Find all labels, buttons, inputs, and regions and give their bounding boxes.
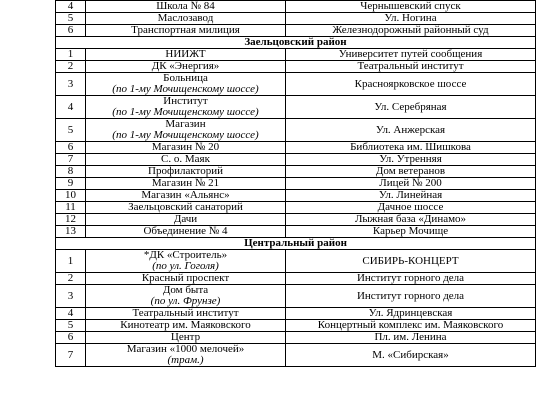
stop-to: Театральный институт (286, 61, 536, 73)
stop-to: Лыжная база «Динамо» (286, 214, 536, 226)
stop-from: Транспортная милиция (131, 24, 240, 36)
table-row (56, 154, 536, 166)
stop-from-cell (86, 214, 286, 226)
stop-from-cell (86, 25, 286, 37)
row-number: 7 (56, 344, 86, 367)
section-header-row (56, 37, 536, 49)
row-number: 3 (56, 73, 86, 96)
stop-from: Магазин «Альянс» (141, 189, 230, 201)
stop-from: Институт (163, 95, 208, 107)
section-title: Центральный район (56, 238, 536, 250)
table-row (56, 25, 536, 37)
table-row (56, 13, 536, 25)
stop-from-cell (86, 13, 286, 25)
stop-to: Институт горного дела (286, 285, 536, 308)
section-title: Заельцовский район (56, 37, 536, 49)
stop-from-cell (86, 320, 286, 332)
stop-from: НИИЖТ (165, 48, 206, 60)
stops-table (55, 0, 536, 367)
row-number: 6 (56, 332, 86, 344)
row-number: 4 (56, 308, 86, 320)
route-note: (по 1-му Мочищенскому шоссе) (112, 106, 259, 118)
stop-from-cell (86, 285, 286, 308)
row-number: 4 (56, 1, 86, 13)
stop-to: Пл. им. Ленина (286, 332, 536, 344)
stop-to: Концертный комплекс им. Маяковского (286, 320, 536, 332)
table-row (56, 250, 536, 273)
table-row (56, 49, 536, 61)
stop-to: Библиотека им. Шишкова (286, 142, 536, 154)
row-number: 8 (56, 166, 86, 178)
stop-to: Ул. Анжерская (286, 119, 536, 142)
row-number: 6 (56, 25, 86, 37)
row-number: 7 (56, 154, 86, 166)
stop-to: Лицей № 200 (286, 178, 536, 190)
stop-from: Профилакторий (148, 165, 223, 177)
stop-from-cell (86, 119, 286, 142)
stop-to: СИБИРЬ-КОНЦЕРТ (286, 250, 536, 273)
stop-from-cell (86, 250, 286, 273)
stop-from-cell (86, 49, 286, 61)
stop-to: Институт горного дела (286, 273, 536, 285)
row-number: 5 (56, 13, 86, 25)
row-number: 1 (56, 250, 86, 273)
stop-from-cell (86, 1, 286, 13)
table-row (56, 178, 536, 190)
route-note: (трам.) (167, 354, 204, 366)
stop-to: Ул. Линейная (286, 190, 536, 202)
stop-from-cell (86, 154, 286, 166)
stop-from-cell (86, 190, 286, 202)
stop-from-cell (86, 73, 286, 96)
table-row (56, 344, 536, 367)
row-number: 11 (56, 202, 86, 214)
route-note: (по 1-му Мочищенскому шоссе) (112, 83, 259, 95)
stop-from: Маслозавод (157, 12, 214, 24)
stop-from: Театральный институт (132, 307, 239, 319)
stop-from-cell (86, 226, 286, 238)
table-row (56, 320, 536, 332)
row-number: 5 (56, 320, 86, 332)
row-number: 13 (56, 226, 86, 238)
stop-from: Кинотеатр им. Маяковского (120, 319, 251, 331)
stop-from: Заельцовский санаторий (128, 201, 243, 213)
row-number: 6 (56, 142, 86, 154)
row-number: 3 (56, 285, 86, 308)
stop-to: Ул. Ядринцевская (286, 308, 536, 320)
route-note: (по ул. Гоголя) (152, 260, 219, 272)
stop-to: Чернышевский спуск (286, 1, 536, 13)
stop-from: Красный проспект (141, 272, 230, 284)
stop-from: Дом быта (162, 284, 209, 296)
stop-from: Дачи (173, 213, 198, 225)
stop-from-cell (86, 61, 286, 73)
stop-from: Центр (170, 331, 201, 343)
stop-from-cell (86, 142, 286, 154)
stop-from: Магазин «1000 мелочей» (126, 343, 245, 355)
row-number: 2 (56, 61, 86, 73)
table-row (56, 166, 536, 178)
table-row (56, 73, 536, 96)
stop-from-cell (86, 178, 286, 190)
table-row (56, 332, 536, 344)
row-number: 12 (56, 214, 86, 226)
table-row (56, 1, 536, 13)
document-page (55, 0, 535, 367)
row-number: 1 (56, 49, 86, 61)
table-row (56, 285, 536, 308)
row-number: 2 (56, 273, 86, 285)
stop-from-cell (86, 166, 286, 178)
table-row (56, 61, 536, 73)
stop-from: С. о. Маяк (161, 153, 210, 165)
table-row (56, 226, 536, 238)
table-row (56, 96, 536, 119)
table-row (56, 202, 536, 214)
row-number: 5 (56, 119, 86, 142)
stop-to: Дачное шоссе (286, 202, 536, 214)
row-number: 10 (56, 190, 86, 202)
table-row (56, 308, 536, 320)
stop-from: Объединение № 4 (143, 225, 228, 237)
stop-from-cell (86, 332, 286, 344)
stop-to: Железнодорожный районный суд (286, 25, 536, 37)
stop-to: Карьер Мочище (286, 226, 536, 238)
stop-from-cell (86, 273, 286, 285)
section-header-row (56, 238, 536, 250)
stop-to: Университет путей сообщения (286, 49, 536, 61)
stop-to: Ул. Утренняя (286, 154, 536, 166)
stop-to: Дом ветеранов (286, 166, 536, 178)
stop-from-cell (86, 308, 286, 320)
row-number: 4 (56, 96, 86, 119)
table-row (56, 190, 536, 202)
route-note: (по ул. Фрунзе) (150, 295, 221, 307)
stop-from: Магазин (165, 118, 206, 130)
stop-to: Ул. Ногина (286, 13, 536, 25)
stop-from: Больница (163, 72, 208, 84)
table-row (56, 142, 536, 154)
stop-to: Ул. Серебряная (286, 96, 536, 119)
stop-from-cell (86, 202, 286, 214)
stop-from-cell (86, 344, 286, 367)
table-row (56, 273, 536, 285)
stop-to: М. «Сибирская» (286, 344, 536, 367)
stop-from: Магазин № 20 (151, 141, 220, 153)
table-row (56, 214, 536, 226)
stop-from: ДК «Энергия» (151, 60, 220, 72)
stop-from: Школа № 84 (156, 0, 215, 12)
table-row (56, 119, 536, 142)
route-note: (по 1-му Мочищенскому шоссе) (112, 129, 259, 141)
stop-from: Магазин № 21 (151, 177, 220, 189)
row-number: 9 (56, 178, 86, 190)
stop-from-cell (86, 96, 286, 119)
stop-to: Красноярковское шоссе (286, 73, 536, 96)
stop-from: *ДК «Строитель» (143, 249, 228, 261)
